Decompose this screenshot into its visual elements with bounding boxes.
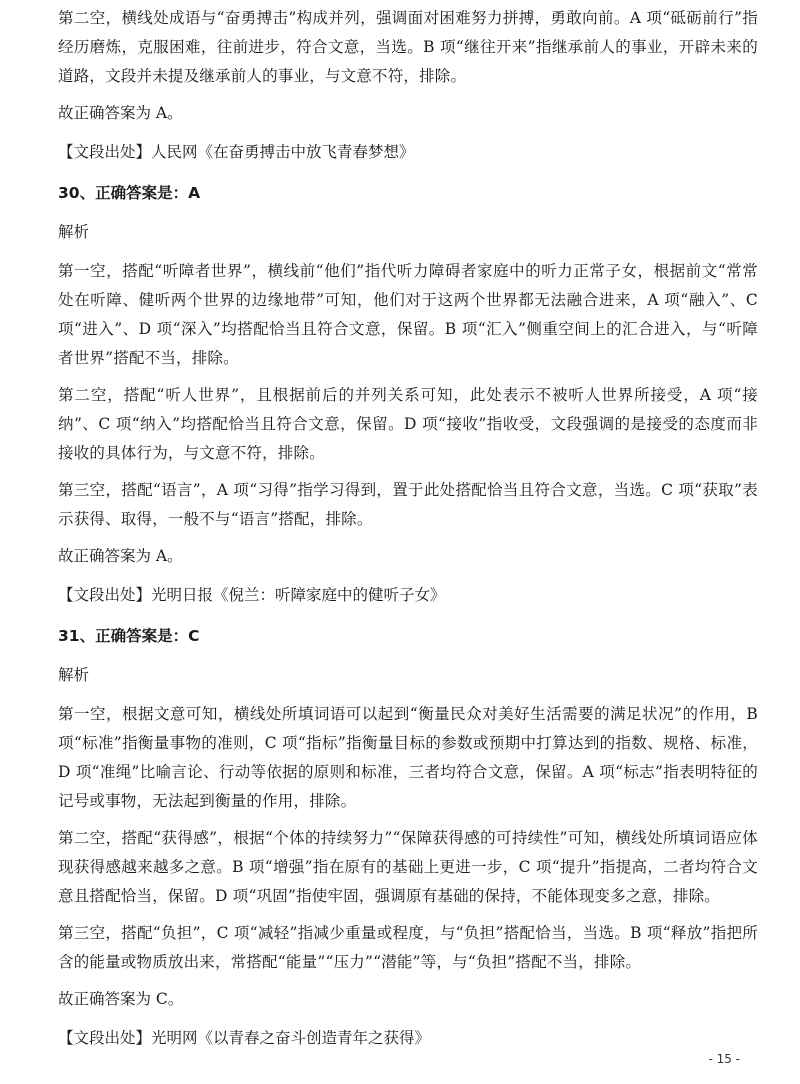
- source-citation: [58, 581, 758, 610]
- question-heading: 31、正确答案是：C: [58, 627, 200, 645]
- source-text: 人民网《在奋勇搏击中放飞青春梦想》: [151, 143, 415, 161]
- source-tag: 【文段出处】: [58, 586, 152, 604]
- analysis-label: 解析: [58, 666, 90, 684]
- answer-conclusion: 故正确答案为 C。: [58, 990, 184, 1008]
- explanation-paragraph: 第一空，搭配“听障者世界”，横线前“他们”指代听力障碍者家庭中的听力正常子女，根据前文“常常处在听障、健听两个世界的边缘地带”可知，他们对于这两个世界都无法融合进来，A 项“融入”、C 项“进入”、D 项“深入”均搭配恰当且符合文意，保留。B 项“汇入”侧重空间上的汇合进入，与“听障者世界”搭配不当，排除。: [58, 262, 758, 367]
- explanation-paragraph: 第二空，搭配“听人世界”，且根据前后的并列关系可知，此处表示不被听人世界所接受，A 项“接纳”、C 项“纳入”均搭配恰当且符合文意，保留。D 项“接收”指收受，文段强调的是接受的态度而非接收的具体行为，与文意不符，排除。: [58, 386, 758, 462]
- source-citation: [58, 138, 758, 167]
- explanation-paragraph: 第二空，横线处成语与“奋勇搏击”构成并列，强调面对困难努力拼搏，勇敢向前。A 项“砥砺前行”指经历磨炼，克服困难，往前进步，符合文意，当选。B 项“继往开来”指继承前人的事业，开辟未来的道路，文段并未提及继承前人的事业，与文意不符，排除。: [58, 9, 758, 85]
- explanation-paragraph: 第一空，根据文意可知，横线处所填词语可以起到“衡量民众对美好生活需要的满足状况”的作用，B 项“标准”指衡量事物的准则，C 项“指标”指衡量目标的参数或预期中打算达到的指数、规格、标准，D 项“准绳”比喻言论、行动等依据的原则和标准，三者均符合文意，保留。A 项“标志”指表明特征的记号或事物，无法起到衡量的作用，排除。: [58, 705, 758, 810]
- page-number: - 15 -: [708, 1052, 740, 1066]
- source-citation: [58, 1024, 758, 1053]
- answer-conclusion: 故正确答案为 A。: [58, 104, 183, 122]
- content-column: [58, 4, 758, 1065]
- question-heading: 30、正确答案是：A: [58, 184, 201, 202]
- analysis-label: 解析: [58, 223, 90, 241]
- source-tag: 【文段出处】: [58, 143, 152, 161]
- explanation-paragraph: 第三空，搭配“语言”，A 项“习得”指学习得到，置于此处搭配恰当且符合文意，当选。C 项“获取”表示获得、取得，一般不与“语言”搭配，排除。: [58, 481, 758, 528]
- source-text: 光明日报《倪兰：听障家庭中的健听子女》: [151, 586, 446, 604]
- explanation-paragraph: 第三空，搭配“负担”，C 项“减轻”指减少重量或程度，与“负担”搭配恰当，当选。B 项“释放”指把所含的能量或物质放出来，常搭配“能量”“压力”“潜能”等，与“负担”搭配不当，排除。: [58, 924, 758, 971]
- explanation-paragraph: 第二空，搭配“获得感”，根据“个体的持续努力”“保障获得感的可持续性”可知，横线处所填词语应体现获得感越来越多之意。B 项“增强”指在原有的基础上更进一步，C 项“提升”指提高，二者均符合文意且搭配恰当，保留。D 项“巩固”指使牢固，强调原有基础的保持，不能体现变多之意，排除。: [58, 829, 758, 905]
- source-text: 光明网《以青春之奋斗创造青年之获得》: [151, 1029, 431, 1047]
- answer-conclusion: 故正确答案为 A。: [58, 547, 183, 565]
- source-tag: 【文段出处】: [58, 1029, 152, 1047]
